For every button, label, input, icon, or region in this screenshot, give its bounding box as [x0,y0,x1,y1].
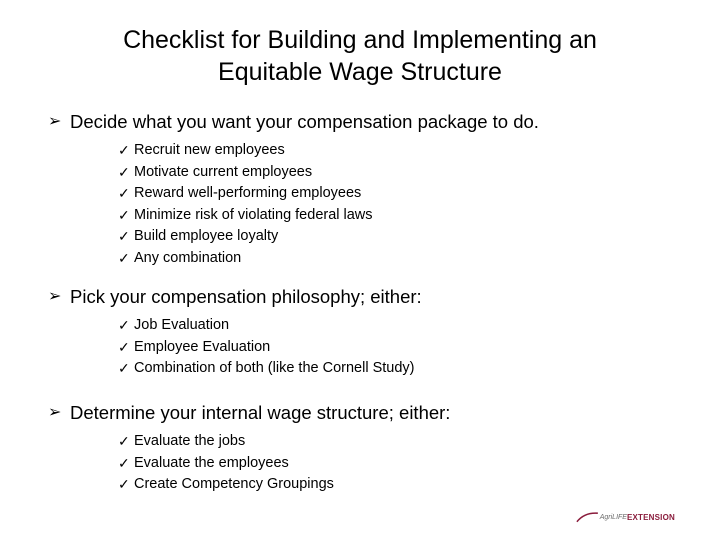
list-item-text: Minimize risk of violating federal laws [134,206,373,223]
checkmark-icon: ✓ [118,317,130,333]
list-item [118,248,688,270]
list-item [118,162,688,184]
list-item [118,358,688,380]
checkmark-icon: ✓ [118,185,130,201]
bullet-heading [48,110,688,134]
list-item [118,337,688,359]
list-item [118,140,688,162]
list-item-text: Job Evaluation [134,317,230,333]
section-wage-structure [48,401,688,496]
list-item-text: Employee Evaluation [134,338,271,355]
list-item-text: Combination of both (like the Cornell Study) [134,360,415,376]
checkmark-icon: ✓ [118,249,130,266]
checkmark-icon: ✓ [118,163,130,180]
slide-title [40,24,680,88]
list-item [118,183,688,205]
list-item [118,431,688,453]
bullet-text: Determine your internal wage structure; either: [70,402,451,423]
bullet-heading [48,285,688,309]
list-item [118,315,688,337]
sub-list [118,140,688,269]
arrow-bullet-icon: ➢ [48,288,62,305]
bullet-heading [48,401,688,425]
swoosh-icon [575,510,600,524]
checkmark-icon: ✓ [118,206,130,223]
checkmark-icon: ✓ [118,360,130,376]
checkmark-icon: ✓ [118,338,130,355]
list-item-text: Reward well-performing employees [134,185,362,201]
title-line-1: Checklist for Building and Implementing an [123,26,597,54]
list-item [118,474,688,496]
list-item [118,226,688,248]
checkmark-icon: ✓ [118,476,130,492]
list-item-text: Build employee loyalty [134,228,279,244]
section-decide [48,110,688,269]
arrow-bullet-icon: ➢ [48,113,62,130]
list-item-text: Create Competency Groupings [134,476,334,492]
section-philosophy [48,285,688,380]
title-line-2: Equitable Wage Structure [218,58,502,86]
checkmark-icon: ✓ [118,228,130,244]
list-item-text: Any combination [134,249,242,266]
checkmark-icon: ✓ [118,454,130,471]
checkmark-icon: ✓ [118,433,130,449]
arrow-bullet-icon: ➢ [48,404,62,421]
list-item [118,205,688,227]
sub-list [118,431,688,496]
list-item-text: Motivate current employees [134,163,313,180]
bullet-text: Pick your compensation philosophy; either: [70,286,422,307]
list-item-text: Recruit new employees [134,142,285,158]
checkmark-icon: ✓ [118,142,130,158]
list-item-text: Evaluate the employees [134,454,289,471]
list-item-text: Evaluate the jobs [134,433,246,449]
sub-list [118,315,688,380]
agrilife-extension-logo [575,506,675,528]
list-item [118,453,688,475]
bullet-text: Decide what you want your compensation package to do. [70,111,539,132]
logo-extension-text: EXTENSION [626,512,675,522]
logo-agrilife-text: AgriLIFE [599,513,627,521]
